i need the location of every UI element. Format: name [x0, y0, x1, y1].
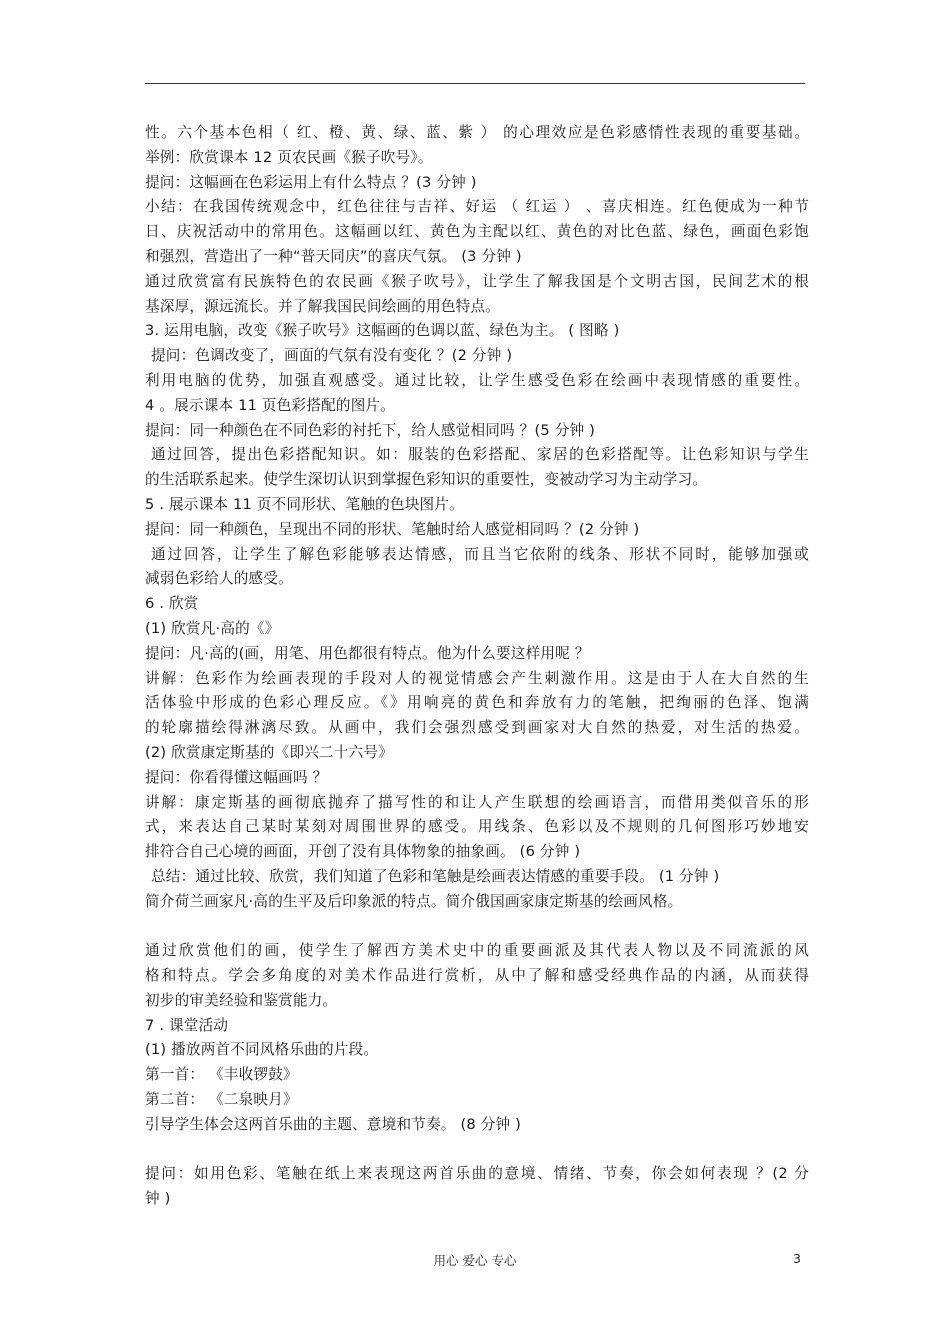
text-line: 钟 ): [145, 1190, 171, 1208]
text-line: 4 。展示课本 11 页色彩搭配的图片。: [145, 396, 396, 414]
text-line: 3. 运用电脑，改变《猴子吹号》这幅画的色调以蓝、绿色为主。 ( 图略 ): [145, 322, 620, 340]
text-line: 利用电脑的优势，加强直观感受。通过比较，让学生感受色彩在绘画中表现情感的重要性。: [145, 371, 809, 389]
text-line: 总结：通过比较、欣赏，我们知道了色彩和笔触是绘画表达情感的重要手段。 (1 分钟 ): [151, 867, 720, 885]
text-line: 提问：这幅画在色彩运用上有什么特点 ？(3 分钟 ): [145, 173, 477, 191]
text-line: 5 . 展示课本 11 页不同形状、笔触的色块图片。: [145, 495, 464, 513]
text-line: 引导学生体会这两首乐曲的主题、意境和节奏。 (8 分钟 ): [145, 1115, 522, 1133]
text-line: 第一首： 《丰收锣鼓》: [145, 1066, 298, 1084]
text-line: 提问：色调改变了，画面的气氛有没有变化 ？(2 分钟 ): [151, 347, 513, 365]
text-line: 提问：如用色彩、笔触在纸上来表现这两首乐曲的意境、情绪、节奏，你会如何表现 ？(2 分: [145, 1165, 809, 1183]
text-line: 活体验中形成的色彩心理反应。《》用响亮的黄色和奔放有力的笔触，把绚丽的色泽、饱满: [145, 694, 809, 712]
text-line: 7 . 课堂活动: [145, 1016, 229, 1034]
text-line: 讲解：康定斯基的画彻底抛弃了描写性的和让人产生联想的绘画语言，而借用类似音乐的形: [145, 793, 809, 811]
text-line: 6 . 欣赏: [145, 595, 199, 613]
text-line: 减弱色彩给人的感受。: [145, 570, 293, 588]
text-line: (1) 播放两首不同风格乐曲的片段。: [145, 1041, 379, 1059]
text-line: 举例：欣赏课本 12 页农民画《猴子吹号》。: [145, 148, 433, 166]
text-line: 通过回答，提出色彩搭配知识。如：服装的色彩搭配、家居的色彩搭配等。让色彩知识与学生: [151, 446, 809, 464]
text-line: 讲解：色彩作为绘画表现的手段对人的视觉情感会产生刺激作用。这是由于人在大自然的生: [145, 669, 809, 687]
text-line: 排符合自己心境的画面，开创了没有具体物象的抽象画。 (6 分钟 ): [145, 843, 581, 861]
text-line: 格和特点。学会多角度的对美术作品进行赏析，从中了解和感受经典作品的内涵，从而获得: [145, 967, 809, 985]
page-number: 3: [793, 1251, 801, 1266]
page-footer: 用心 爱心 专心: [433, 1253, 517, 1268]
text-line: 初步的审美经验和鉴赏能力。: [145, 991, 338, 1009]
text-line: 第二首： 《二泉映月》: [145, 1091, 298, 1109]
text-line: 的生活联系起来。使学生深切认识到掌握色彩知识的重要性，变被动学习为主动学习。: [145, 471, 708, 489]
blank-line: [145, 1138, 809, 1163]
text-line: 的轮廓描绘得淋漓尽致。从画中，我们会强烈感受到画家对大自然的热爱，对生活的热爱。: [145, 719, 809, 737]
text-line: 提问：同一种颜色，呈现出不同的形状、笔触时给人感觉相同吗 ？(2 分钟 ): [145, 520, 640, 538]
text-line: (2) 欣赏康定斯基的《即兴二十六号》: [145, 743, 394, 761]
text-line: 提问：同一种颜色在不同色彩的衬托下，给人感觉相同吗 ？(5 分钟 ): [145, 421, 596, 439]
text-line: 通过欣赏他们的画，使学生了解西方美术史中的重要画派及其代表人物以及不同流派的风: [145, 942, 809, 960]
text-line: 小结：在我国传统观念中，红色往往与吉祥、好运 （ 红运 ） 、喜庆相连。红色便成为一种节: [145, 198, 809, 216]
text-line: 通过回答，让学生了解色彩能够表达情感，而且当它依附的线条、形状不同时，能够加强或: [151, 545, 809, 563]
text-line: 基深厚，源远流长。并了解我国民间绘画的用色特点。: [145, 297, 501, 315]
text-line: 性。六个基本色相（ 红、橙、黄、绿、蓝、紫 ） 的心理效应是色彩感情性表现的重要基础。: [145, 124, 809, 141]
text-line: 和强烈，营造出了一种“普天同庆”的喜庆气氛。 (3 分钟 ): [145, 247, 522, 265]
text-line: 通过欣赏富有民族特色的农民画《猴子吹号》，让学生了解我国是个文明古国，民间艺术的根: [145, 272, 809, 290]
text-line: 日、庆祝活动中的常用色。这幅画以红、黄色为主配以红、黄色的对比色蓝、绿色，画面色彩饱: [145, 223, 809, 241]
blank-line: [145, 915, 809, 940]
text-line: 简介荷兰画家凡·高的生平及后印象派的特点。简介俄国画家康定斯基的绘画风格。: [145, 892, 683, 910]
text-line: 式，来表达自己某时某刻对周围世界的感受。用线条、色彩以及不规则的几何图形巧妙地安: [145, 818, 809, 836]
text-line: (1) 欣赏凡·高的《》: [145, 619, 280, 637]
document-body: [145, 121, 809, 1212]
header-rule: [145, 83, 805, 84]
text-line: 提问：你看得懂这幅画吗 ？: [145, 768, 328, 786]
text-line: 提问：凡·高的(画，用笔、用色都很有特点。他为什么要这样用呢 ？: [145, 644, 590, 662]
